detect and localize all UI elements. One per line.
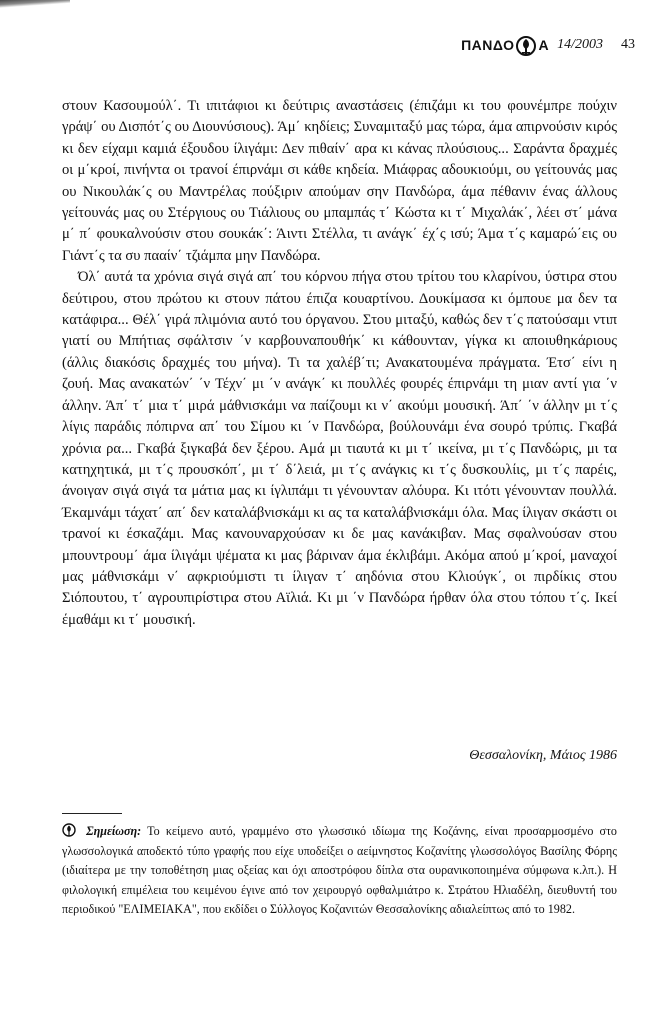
- footnote-text: Το κείμενο αυτό, γραμμένο στο γλωσσικό ιδίωμα της Κοζάνης, είναι προσαρμοσμένο στο γλωσσολογικά αποδεκτό τύπο γραφής που είχε υποδείξει ο αείμνηστος Κοζανίτης γλωσσολόγος Βασίλης Φόρης (ιδιαίτερα με την τοποθέτηση μιας οξείας και όχι αποστρόφου δίπλα στα ουρανικοποιημένα σύμφωνα κ.λπ.). Η φιλολογική επιμέλεια του κειμένου έγινε από τον χειρουργό οφθαλμιάτρο κ. Στράτου Ηλιαδέλη, διευθυντή του περιοδικού "ΕΛΙΜΕΙΑΚΑ", που εκδίδει ο Σύλλογος Κοζανιτών Θεσσαλονίκης αδιαλείπτως από το 1982.: [62, 824, 617, 917]
- place-date-signoff: Θεσσαλονίκη, Μάιος 1986: [469, 748, 617, 763]
- issue-number: 14/2003: [557, 37, 603, 52]
- article-body: [62, 96, 617, 631]
- journal-title-prefix: ΠΑΝΔΟ: [461, 37, 515, 53]
- page-number: 43: [621, 37, 635, 52]
- journal-title-suffix: Α: [538, 37, 550, 53]
- footnote-label: Σημείωση:: [86, 824, 142, 838]
- pandora-logo-icon: [515, 35, 537, 57]
- paragraph-1: στουν Κασουμούλ΄. Τι ιπιτάφιοι κι δεύτιρις αναστάσεις (έπιζάμι κι του φουνέμπρε πούχιν γράψ΄ ου Δισπότ΄ς ου Διουνύσιους). Άμ΄ κηδίεις; Συναμιταξύ μας τώρα, άμα απιρνούσιν κιρός κι δεν είχαμι καμιά έξουδου ίλιγάμι: Δεν πιθαίν΄ αρα κι κάνας πλούσιους... Σαράντα δραχμές οι μ΄κροί, πινήντα οι τρανοί έπιρνάμι σι κάθε κηδεία. Μιάφρας αδουκιούμι, ου γείτουνάς μας ου Νικουλάκ΄ς ου Μαντρέλας πούξιριν απούμαν σην Πανδώρα, άμα πέθανιν ένας άλλους γείτουνάς μας ου Στέργιους ου Τιάλιους ου μπαμπάς τ΄ Κώστα κι τ΄ Μιχαλάκ΄, λέει στ΄ μάνα μ΄ π΄ φουκαλνούσιν στου σουκάκ΄: Άιντι Στέλλα, τι ανάγκ΄ έχ΄ς ισύ; Άμα τ΄ς καμαρώ΄εις ου Γιάντ΄ς τα συ πααίν΄ τζιάμπα μην Πανδώρα.: [62, 98, 617, 264]
- scan-edge-shadow: [0, 0, 70, 8]
- footnote: [62, 822, 617, 920]
- paragraph-2: Όλ΄ αυτά τα χρόνια σιγά σιγά απ΄ του κόρνου πήγα στου τρίτου του κλαρίνου, ύστιρα στου δεύτιρου, στου πρώτου κι στουν πάτου έπιζα κουαρτίνου. Δουκίμασα κι όμπουε μα δεν τα κατάφιρα... Θέλ΄ γιρά πλιμόνια αυτό του όργανου. Στου μιταξύ, καθώς δεν τ΄ς πατούσαμι ντιπ γιατί ου Μπήτιας σφάλτσιν ΄ν καρβουναπουθήκ΄ κι κάθουνταν, γίγκα κι αποιυθηκάριους (άλλις διακόσις δραχμές του μήνα). Τι τα χαλέβ΄τι; Ανακατουμένα πράγματα. Έτσ΄ είνι η ζουή. Μας ανακατών΄ ΄ν Τέχν΄ μι ΄ν ανάγκ΄ κι πουλλές φουρές έπιρνάμι τη μιαν αντί για ΄ν άλλην. Άπ΄ τ΄ μια τ΄ μιρά μάθνισκάμι να παίζουμι κι ν΄ ακούμι μουσική. Άπ΄ ΄ν άλλην μι τ΄ς λίγις παράδις πόπιρνα απ΄ του Σίμου κι ΄ν Πανδώρα, βούλουνάμι ένα σουρό τρύπις. Γκαβά χρόνια ρα... Γκαβά ξιγκαβά δεν ξέρου. Αμά μι τιαυτά κι μι τ΄ ικείνα, μι τ΄ς Πανδώρις, μι τα κατηχητικά, μι τ΄ς προυσκόπ΄, μι τ΄ δ΄λειά, μι τ΄ς ανάγκις κι τ΄ς δυσκουλίις, μι τ΄ς παρέις, άνοιγαν σιγά σιγά τα μάτια μας κι ίγλιπάμι τι γένουνταν αλόυρα. Κι ιτότι γένουνταν πουλλά. Έκαμνάμι τάχατ΄ απ΄ δεν καταλάβνισκάμι κι ας τα καταλάβνισκάμι όλα. Μας ίλιγαν σκάστι οι τρανοί κι έσκαζάμι. Μας κανουναρχούσαν κι δε μας κανάκιβαν. Μας σφαλνούσαν στου μπουντρουμ΄ άμα ίλιγάμι ψέματα κι μας βάριναν άμα έκλιβάμι. Ακόμα απού μ΄κροί, μαναχοί μας μάθνισκάμι ν΄ αφκριούμιστι τι ίλιγαν τ΄ αηδόνια στου Κλιούγκ΄, οι πιρδίκις στου Σιόπουτου, τ΄ αγρουπιρίστιρα στου Αϊλιά. Κι μι ΄ν Πανδώρα ήρθαν όλα στου τόπου τ΄ς. Ικεί έμαθάμι κι τ΄ μουσική.: [62, 269, 617, 628]
- journal-title: [461, 34, 549, 56]
- pandora-mark-icon: [62, 823, 76, 837]
- footnote-rule: [62, 813, 122, 814]
- running-head: [461, 34, 635, 56]
